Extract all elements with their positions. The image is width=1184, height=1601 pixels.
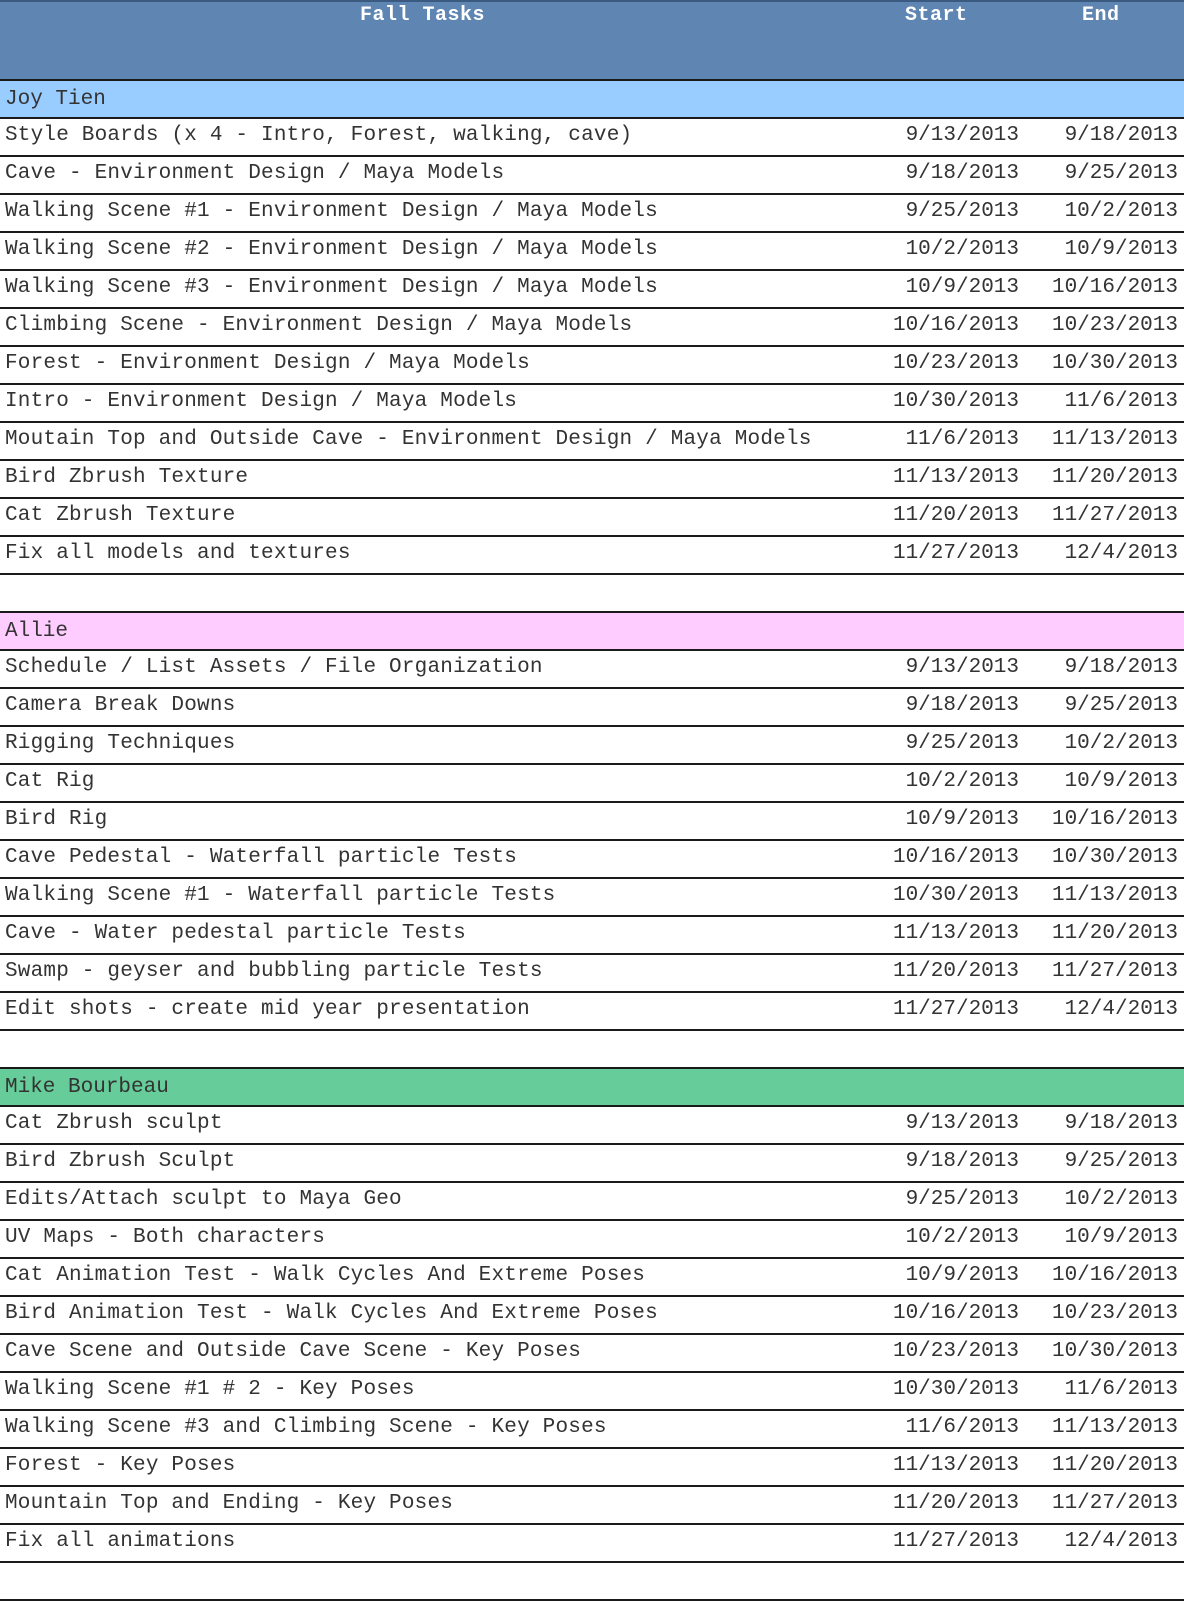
task-name: Intro - Environment Design / Maya Models bbox=[5, 390, 518, 413]
header-start: Start bbox=[905, 4, 968, 27]
task-start-date: 11/20/2013 bbox=[892, 1492, 1019, 1515]
task-name: Walking Scene #3 and Climbing Scene - Key Poses bbox=[5, 1416, 607, 1439]
task-end-date: 11/27/2013 bbox=[1051, 960, 1178, 983]
task-name: Fix all models and textures bbox=[5, 542, 351, 565]
task-name: Cat Animation Test - Walk Cycles And Extreme Poses bbox=[5, 1264, 646, 1287]
task-name: Cat Zbrush Texture bbox=[5, 504, 236, 527]
task-name: Moutain Top and Outside Cave - Environment Design / Maya Models bbox=[5, 428, 812, 451]
task-name: Cave Pedestal - Waterfall particle Tests bbox=[5, 846, 518, 869]
task-end-date: 11/20/2013 bbox=[1051, 466, 1178, 489]
task-start-date: 10/2/2013 bbox=[905, 770, 1019, 793]
task-end-date: 11/20/2013 bbox=[1051, 922, 1178, 945]
task-start-date: 9/25/2013 bbox=[905, 200, 1019, 223]
task-name: Walking Scene #1 - Environment Design / Maya Models bbox=[5, 200, 658, 223]
task-start-date: 10/23/2013 bbox=[892, 1340, 1019, 1363]
task-end-date: 11/13/2013 bbox=[1051, 1416, 1178, 1439]
task-name: Bird Animation Test - Walk Cycles And Extreme Poses bbox=[5, 1302, 658, 1325]
header-fall-tasks: Fall Tasks bbox=[360, 4, 486, 27]
task-row bbox=[0, 1259, 1184, 1297]
task-end-date: 9/25/2013 bbox=[1064, 694, 1178, 717]
task-start-date: 10/30/2013 bbox=[892, 1378, 1019, 1401]
task-start-date: 10/9/2013 bbox=[905, 1264, 1019, 1287]
task-name: Walking Scene #3 - Environment Design / Maya Models bbox=[5, 276, 658, 299]
task-name: Bird Zbrush Texture bbox=[5, 466, 249, 489]
task-end-date: 10/9/2013 bbox=[1064, 238, 1178, 261]
owner-name: Allie bbox=[0, 613, 1184, 651]
task-name: Walking Scene #2 - Environment Design / Maya Models bbox=[5, 238, 658, 261]
task-end-date: 9/25/2013 bbox=[1064, 162, 1178, 185]
task-start-date: 10/2/2013 bbox=[905, 1226, 1019, 1249]
section-spacer bbox=[0, 1563, 1184, 1601]
task-start-date: 9/25/2013 bbox=[905, 1188, 1019, 1211]
task-name: Bird Rig bbox=[5, 808, 108, 831]
task-end-date: 12/4/2013 bbox=[1064, 542, 1178, 565]
section-spacer bbox=[0, 575, 1184, 613]
task-row bbox=[0, 195, 1184, 233]
task-start-date: 11/13/2013 bbox=[892, 922, 1019, 945]
owner-name: Joy Tien bbox=[0, 81, 1184, 119]
owner-name: Mike Bourbeau bbox=[0, 1069, 1184, 1107]
task-row bbox=[0, 499, 1184, 537]
task-start-date: 10/30/2013 bbox=[892, 390, 1019, 413]
task-name: Camera Break Downs bbox=[5, 694, 236, 717]
sections-container bbox=[0, 81, 1184, 1601]
task-end-date: 10/30/2013 bbox=[1051, 1340, 1178, 1363]
task-name: Cat Rig bbox=[5, 770, 95, 793]
task-end-date: 11/27/2013 bbox=[1051, 504, 1178, 527]
task-start-date: 11/6/2013 bbox=[905, 1416, 1019, 1439]
task-row bbox=[0, 955, 1184, 993]
task-name: Cave Scene and Outside Cave Scene - Key Poses bbox=[5, 1340, 582, 1363]
task-row bbox=[0, 803, 1184, 841]
task-start-date: 9/13/2013 bbox=[905, 124, 1019, 147]
owner-section bbox=[0, 81, 1184, 613]
task-start-date: 10/2/2013 bbox=[905, 238, 1019, 261]
task-start-date: 11/20/2013 bbox=[892, 504, 1019, 527]
task-end-date: 10/30/2013 bbox=[1051, 352, 1178, 375]
task-row bbox=[0, 1107, 1184, 1145]
task-name: Style Boards (x 4 - Intro, Forest, walking, cave) bbox=[5, 124, 633, 147]
task-name: Forest - Environment Design / Maya Models bbox=[5, 352, 530, 375]
task-name: Forest - Key Poses bbox=[5, 1454, 236, 1477]
task-row bbox=[0, 879, 1184, 917]
task-start-date: 9/13/2013 bbox=[905, 1112, 1019, 1135]
task-row bbox=[0, 157, 1184, 195]
task-start-date: 9/13/2013 bbox=[905, 656, 1019, 679]
task-start-date: 11/13/2013 bbox=[892, 1454, 1019, 1477]
task-end-date: 11/6/2013 bbox=[1064, 1378, 1178, 1401]
task-end-date: 10/2/2013 bbox=[1064, 1188, 1178, 1211]
task-start-date: 10/16/2013 bbox=[892, 846, 1019, 869]
task-end-date: 10/9/2013 bbox=[1064, 1226, 1178, 1249]
task-start-date: 9/18/2013 bbox=[905, 694, 1019, 717]
task-row bbox=[0, 309, 1184, 347]
task-start-date: 9/18/2013 bbox=[905, 162, 1019, 185]
task-row bbox=[0, 385, 1184, 423]
task-start-date: 10/9/2013 bbox=[905, 276, 1019, 299]
task-start-date: 9/25/2013 bbox=[905, 732, 1019, 755]
header-end: End bbox=[1082, 4, 1120, 27]
task-row bbox=[0, 841, 1184, 879]
task-name: Edit shots - create mid year presentation bbox=[5, 998, 530, 1021]
task-end-date: 11/13/2013 bbox=[1051, 428, 1178, 451]
task-end-date: 11/27/2013 bbox=[1051, 1492, 1178, 1515]
task-end-date: 10/23/2013 bbox=[1051, 314, 1178, 337]
task-name: Walking Scene #1 - Waterfall particle Tests bbox=[5, 884, 556, 907]
task-end-date: 11/20/2013 bbox=[1051, 1454, 1178, 1477]
task-name: Schedule / List Assets / File Organization bbox=[5, 656, 543, 679]
task-row bbox=[0, 1297, 1184, 1335]
task-row bbox=[0, 1183, 1184, 1221]
task-row bbox=[0, 1487, 1184, 1525]
task-name: Climbing Scene - Environment Design / Maya Models bbox=[5, 314, 633, 337]
task-end-date: 10/30/2013 bbox=[1051, 846, 1178, 869]
task-name: Edits/Attach sculpt to Maya Geo bbox=[5, 1188, 402, 1211]
owner-section bbox=[0, 613, 1184, 1069]
task-name: Cave - Environment Design / Maya Models bbox=[5, 162, 505, 185]
task-row bbox=[0, 1525, 1184, 1563]
task-name: Cat Zbrush sculpt bbox=[5, 1112, 223, 1135]
task-row bbox=[0, 271, 1184, 309]
task-end-date: 10/23/2013 bbox=[1051, 1302, 1178, 1325]
task-start-date: 10/23/2013 bbox=[892, 352, 1019, 375]
task-end-date: 10/2/2013 bbox=[1064, 732, 1178, 755]
task-row bbox=[0, 119, 1184, 157]
task-name: Mountain Top and Ending - Key Poses bbox=[5, 1492, 454, 1515]
task-start-date: 10/16/2013 bbox=[892, 314, 1019, 337]
task-start-date: 10/16/2013 bbox=[892, 1302, 1019, 1325]
task-start-date: 11/27/2013 bbox=[892, 542, 1019, 565]
task-end-date: 10/2/2013 bbox=[1064, 200, 1178, 223]
task-end-date: 9/18/2013 bbox=[1064, 124, 1178, 147]
task-name: Swamp - geyser and bubbling particle Tests bbox=[5, 960, 543, 983]
task-name: Fix all animations bbox=[5, 1530, 236, 1553]
task-row bbox=[0, 727, 1184, 765]
task-row bbox=[0, 1373, 1184, 1411]
task-start-date: 11/13/2013 bbox=[892, 466, 1019, 489]
table-header bbox=[0, 0, 1184, 81]
task-start-date: 11/6/2013 bbox=[905, 428, 1019, 451]
task-row bbox=[0, 1145, 1184, 1183]
task-end-date: 9/25/2013 bbox=[1064, 1150, 1178, 1173]
task-row bbox=[0, 233, 1184, 271]
task-name: Bird Zbrush Sculpt bbox=[5, 1150, 236, 1173]
task-name: Rigging Techniques bbox=[5, 732, 236, 755]
task-end-date: 11/6/2013 bbox=[1064, 390, 1178, 413]
task-row bbox=[0, 461, 1184, 499]
task-start-date: 11/20/2013 bbox=[892, 960, 1019, 983]
task-end-date: 12/4/2013 bbox=[1064, 1530, 1178, 1553]
task-row bbox=[0, 765, 1184, 803]
task-row bbox=[0, 917, 1184, 955]
task-row bbox=[0, 1411, 1184, 1449]
task-row bbox=[0, 1449, 1184, 1487]
task-name: Cave - Water pedestal particle Tests bbox=[5, 922, 466, 945]
task-start-date: 11/27/2013 bbox=[892, 1530, 1019, 1553]
task-end-date: 9/18/2013 bbox=[1064, 1112, 1178, 1135]
task-start-date: 10/30/2013 bbox=[892, 884, 1019, 907]
task-end-date: 10/16/2013 bbox=[1051, 808, 1178, 831]
task-row bbox=[0, 1335, 1184, 1373]
task-row bbox=[0, 993, 1184, 1031]
task-end-date: 12/4/2013 bbox=[1064, 998, 1178, 1021]
task-end-date: 11/13/2013 bbox=[1051, 884, 1178, 907]
task-name: Walking Scene #1 # 2 - Key Poses bbox=[5, 1378, 415, 1401]
task-end-date: 10/9/2013 bbox=[1064, 770, 1178, 793]
task-name: UV Maps - Both characters bbox=[5, 1226, 326, 1249]
task-row bbox=[0, 347, 1184, 385]
task-row bbox=[0, 689, 1184, 727]
task-end-date: 10/16/2013 bbox=[1051, 276, 1178, 299]
task-start-date: 10/9/2013 bbox=[905, 808, 1019, 831]
task-end-date: 9/18/2013 bbox=[1064, 656, 1178, 679]
task-start-date: 9/18/2013 bbox=[905, 1150, 1019, 1173]
task-row bbox=[0, 423, 1184, 461]
task-start-date: 11/27/2013 bbox=[892, 998, 1019, 1021]
task-row bbox=[0, 651, 1184, 689]
task-row bbox=[0, 537, 1184, 575]
owner-section bbox=[0, 1069, 1184, 1601]
section-spacer bbox=[0, 1031, 1184, 1069]
task-row bbox=[0, 1221, 1184, 1259]
task-end-date: 10/16/2013 bbox=[1051, 1264, 1178, 1287]
